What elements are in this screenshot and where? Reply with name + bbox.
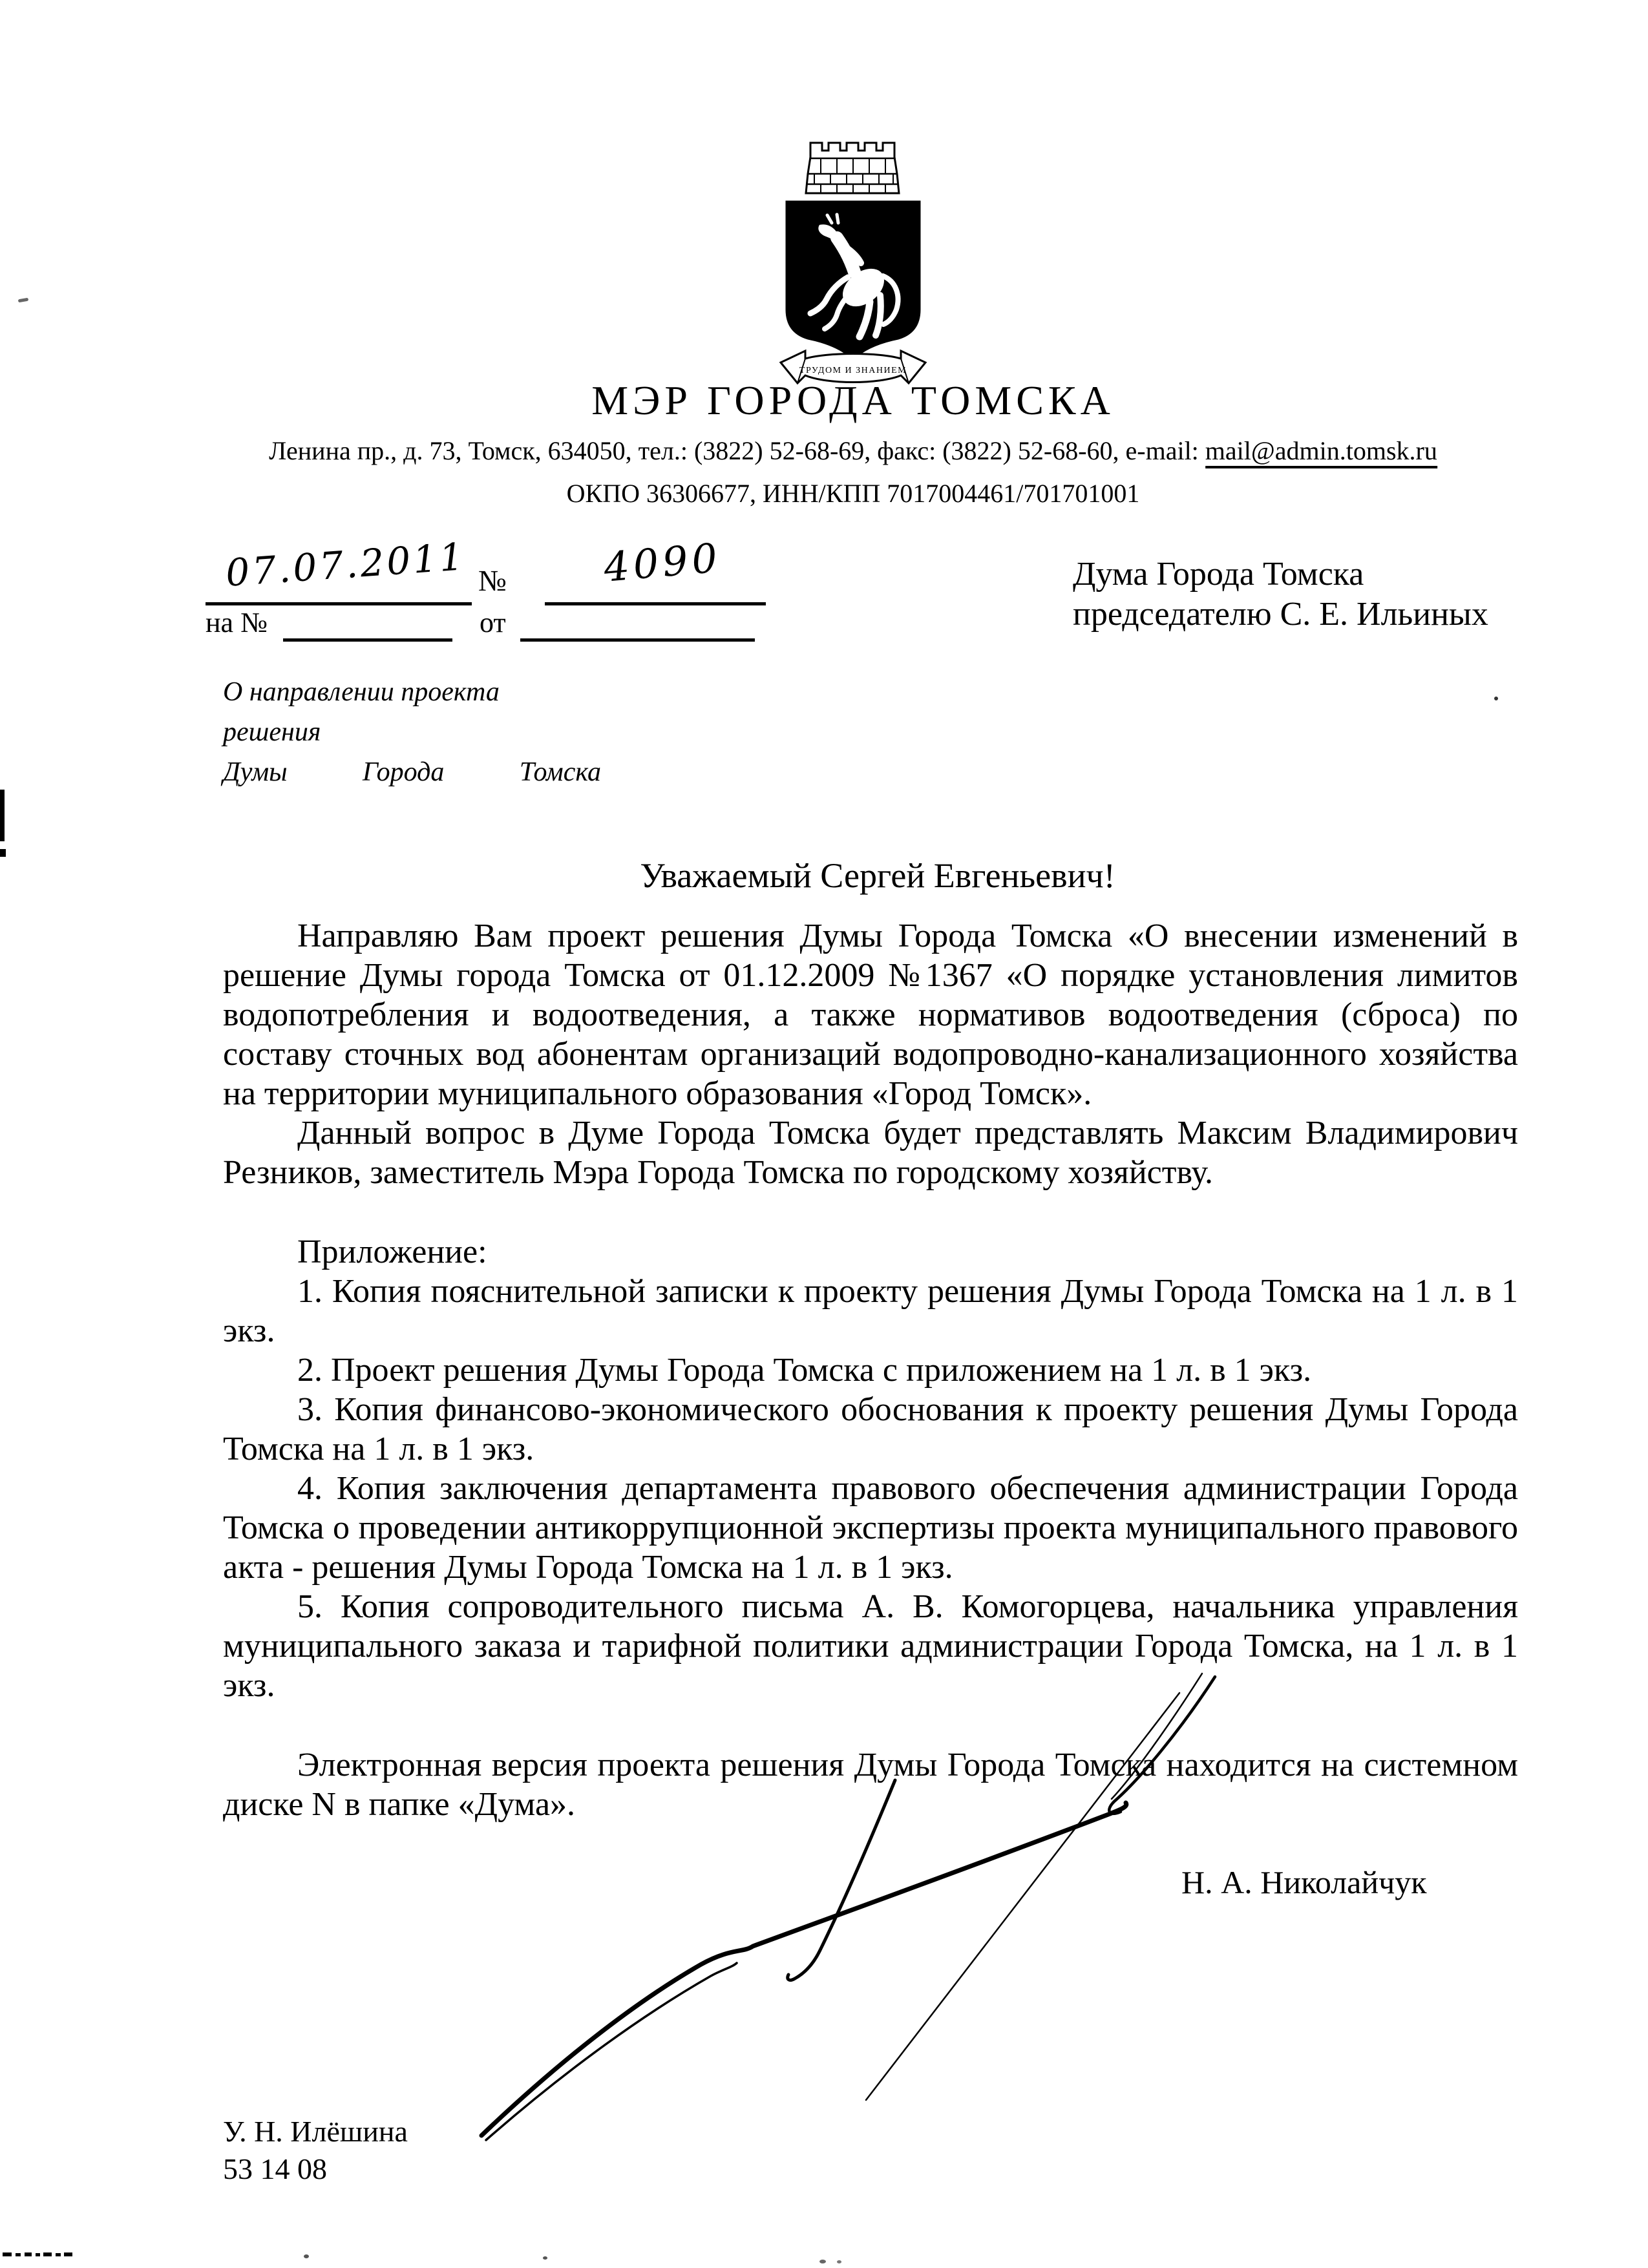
email-text: mail@admin.tomsk.ru (1205, 436, 1437, 468)
scan-artifact (18, 298, 29, 303)
attachment-item: 2. Проект решения Думы Города Томска с приложением на 1 л. в 1 экз. (297, 1352, 1312, 1389)
number-sign-label: № (478, 564, 507, 597)
scan-artifact (25, 2252, 32, 2256)
number-underline (545, 602, 766, 605)
scan-artifact (819, 2260, 826, 2263)
handwritten-signature (452, 1654, 1260, 2171)
signature-stroke (1109, 1677, 1215, 1814)
executor-block (223, 2113, 408, 2188)
scan-artifact (543, 2256, 547, 2260)
subject-word: Думы (223, 757, 288, 787)
signer-name: Н. А. Николайчук (1181, 1864, 1427, 1900)
scan-artifact (1494, 697, 1498, 700)
scan-artifact (0, 790, 5, 841)
scan-artifact (43, 2252, 52, 2256)
recipient-block (1073, 554, 1488, 635)
body-paragraph: Данный вопрос в Думе Города Томска будет представлять Максим Владимирович Резников, заместитель Мэра Города Томска по городскому хозяйству. (223, 1115, 1518, 1191)
subject-word: Города (362, 757, 445, 787)
scan-artifact (837, 2260, 841, 2263)
motto-text: ТРУДОМ И ЗНАНИЕМ (799, 366, 907, 375)
registration-line: ОКПО 36306677, ИНН/КПП 7017004461/701701001 (566, 479, 1140, 508)
scan-artifact (0, 849, 6, 857)
signature-stroke (481, 1803, 1126, 2136)
from-label: от (480, 607, 506, 638)
subject-word: Томска (519, 757, 601, 787)
executor-phone: 53 14 08 (223, 2152, 327, 2185)
executor-name: У. Н. Илёшина (223, 2115, 408, 2148)
handwritten-number: 4090 (602, 534, 723, 591)
salutation: Уважаемый Сергей Евгеньевич! (640, 856, 1115, 895)
tomsk-coat-of-arms (776, 138, 931, 391)
shield-icon (786, 201, 920, 365)
address-line (269, 436, 1437, 466)
date-underline (206, 602, 472, 605)
handwritten-date: 07.07.2011 (224, 534, 467, 595)
from-date-underline (520, 638, 755, 642)
attachment-item: 3. Копия финансово-экономического обоснования к проекту решения Думы Города Томска на 1 л. в 1 экз. (223, 1391, 1518, 1467)
scan-artifact (304, 2254, 309, 2258)
recipient-person: председателю С. Е. Ильиных (1073, 596, 1488, 633)
scan-artifact (64, 2252, 72, 2256)
closing-paragraph: Электронная версия проекта решения Думы Города Томска находится на системном диске N в папке «Дума». (223, 1747, 1518, 1823)
scan-artifact (36, 2253, 40, 2256)
reply-number-underline (283, 638, 452, 642)
subject-line1: О направлении проекта решения (223, 677, 500, 747)
organization-title: МЭР ГОРОДА ТОМСКА (591, 377, 1115, 423)
attachment-item: 4. Копия заключения департамента правового обеспечения администрации Города Томска о проведении антикоррупционной экспертизы проекта муниципального правового акта - решения Думы Города Томска на 1 л. в 1 экз. (223, 1470, 1518, 1586)
signature-stroke (1112, 1674, 1202, 1799)
attachment-item: 1. Копия пояснительной записки к проекту решения Думы Города Томска на 1 л. в 1 экз. (223, 1273, 1518, 1349)
subject-block (223, 672, 601, 792)
recipient-organization: Дума Города Томска (1073, 556, 1364, 593)
attachment-item: 5. Копия сопроводительного письма А. В. Комогорцева, начальника управления муниципального заказа и тарифной политики администрации Города Томска, на 1 л. в 1 экз. (223, 1588, 1518, 1704)
scan-artifact (56, 2253, 61, 2256)
attachments-title: Приложение: (297, 1234, 487, 1270)
address-text: Ленина пр., д. 73, Томск, 634050, тел.: (3822) 52-68-69, факс: (3822) 52-68-60, e-mail: (269, 436, 1205, 465)
reply-to-label: на № (206, 607, 268, 638)
signature-stroke (486, 1963, 737, 2140)
subject-line2 (223, 752, 601, 792)
body-paragraph: Направляю Вам проект решения Думы Города Томска «О внесении изменений в решение Думы города Томска от 01.12.2009 №1367 «О порядке установления лимитов водопотребления и водоотведения, а также нормативов водоотведения (сброса) по составу сточных вод абонентам организаций водопроводно-канализационного хозяйства на территории муниципального образования «Город Томск». (223, 918, 1518, 1112)
scan-artifact (3, 2252, 12, 2256)
signature-stroke (866, 1693, 1179, 2100)
scan-artifact (16, 2253, 21, 2256)
signature-stroke (788, 1780, 895, 1980)
mural-crown-icon (806, 143, 899, 193)
